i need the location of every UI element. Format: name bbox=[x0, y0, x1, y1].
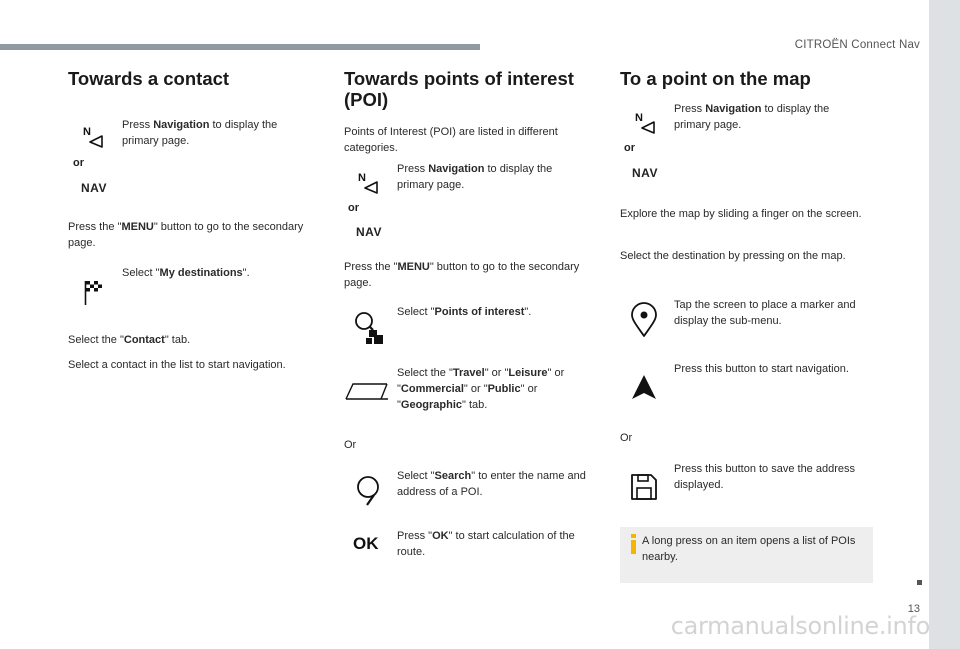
instruction-press-ok: Press "OK" to start calculation of the route. bbox=[397, 530, 575, 558]
or-label: or bbox=[624, 142, 635, 154]
poi-intro-text: Points of Interest (POI) are listed in different categories. bbox=[344, 126, 558, 154]
tab-category-icon bbox=[345, 381, 389, 401]
or-separator: Or bbox=[344, 439, 357, 451]
section-title-poi: Towards points of interest (POI) bbox=[344, 68, 574, 110]
page-side-strip bbox=[929, 0, 960, 649]
instruction-press-menu: Press the "MENU" button to go to the secondary page. bbox=[68, 221, 304, 249]
info-note-text: A long press on an item opens a list of POIs nearby. bbox=[642, 535, 856, 563]
running-header: CITROËN Connect Nav bbox=[794, 39, 920, 51]
instruction-press-menu: Press the "MENU" button to go to the secondary page. bbox=[344, 261, 580, 289]
instruction-tap-screen: Tap the screen to place a marker and display the sub-menu. bbox=[674, 299, 856, 327]
instruction-select-category-tab: Select the "Travel" or "Leisure" or "Commercial" or "Public" or "Geographic" tab. bbox=[397, 367, 565, 411]
nav-button-label: NAV bbox=[356, 225, 382, 239]
instruction-select-search: Select "Search" to enter the name and address of a POI. bbox=[397, 470, 586, 498]
instruction-select-contact-tab: Select the "Contact" tab. bbox=[68, 334, 191, 346]
section-title-contact: Towards a contact bbox=[68, 68, 230, 89]
watermark: carmanualsonline.info bbox=[670, 612, 930, 640]
instruction-save-address: Press this button to save the address displayed. bbox=[674, 463, 855, 491]
start-navigation-arrow-icon bbox=[631, 374, 657, 400]
or-separator: Or bbox=[620, 432, 633, 444]
instruction-select-my-destinations: Select "My destinations". bbox=[122, 267, 250, 279]
search-icon bbox=[355, 475, 383, 507]
checkered-flag-icon bbox=[84, 280, 102, 306]
map-marker-icon bbox=[629, 302, 659, 338]
ok-button-label: OK bbox=[353, 534, 379, 553]
navigation-compass-icon bbox=[82, 124, 104, 148]
instruction-explore-map: Explore the map by sliding a finger on the screen. bbox=[620, 208, 862, 220]
page-marker bbox=[917, 580, 922, 585]
save-icon bbox=[630, 473, 658, 501]
nav-button-label: NAV bbox=[81, 181, 107, 195]
instruction-press-navigation: Press Navigation to display the primary page. bbox=[397, 163, 553, 191]
points-of-interest-icon bbox=[354, 311, 384, 345]
or-label: or bbox=[73, 157, 84, 169]
or-label: or bbox=[348, 202, 359, 214]
instruction-press-navigation: Press Navigation to display the primary page. bbox=[674, 103, 830, 131]
svg-text:N: N bbox=[635, 112, 643, 124]
page-number: 13 bbox=[907, 603, 920, 615]
navigation-compass-icon bbox=[634, 110, 656, 134]
instruction-start-navigation: Press this button to start navigation. bbox=[674, 363, 849, 375]
svg-text:N: N bbox=[83, 126, 91, 138]
nav-button-label: NAV bbox=[632, 166, 658, 180]
section-title-map-point: To a point on the map bbox=[620, 68, 811, 89]
instruction-select-poi: Select "Points of interest". bbox=[397, 306, 532, 318]
instruction-select-destination: Select the destination by pressing on the map. bbox=[620, 250, 846, 262]
svg-text:N: N bbox=[358, 172, 366, 184]
navigation-compass-icon bbox=[357, 170, 379, 194]
instruction-press-navigation: Press Navigation to display the primary page. bbox=[122, 119, 278, 147]
instruction-select-contact: Select a contact in the list to start navigation. bbox=[68, 359, 286, 371]
top-accent-bar bbox=[0, 44, 480, 50]
info-icon bbox=[628, 534, 640, 554]
